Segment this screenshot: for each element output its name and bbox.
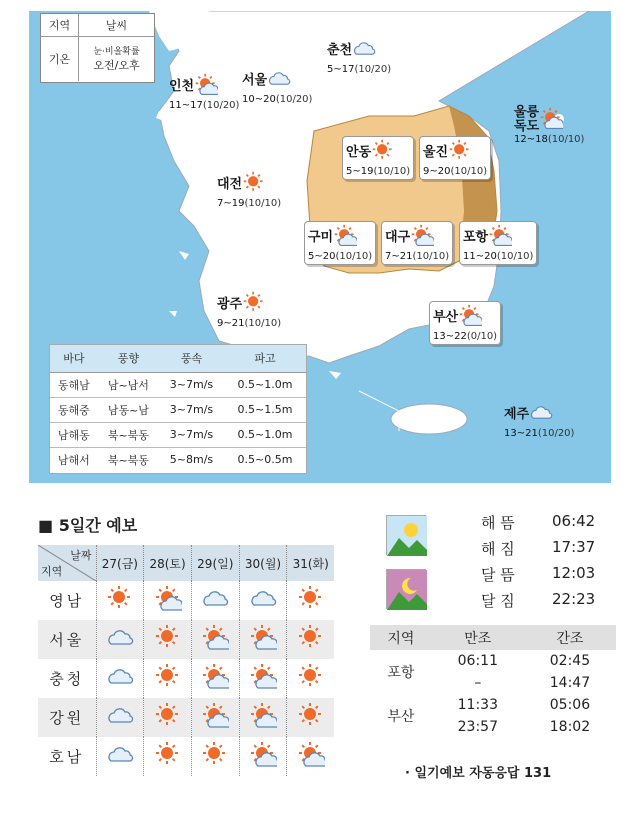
legend-am-pm: 오전/오후 [93, 59, 140, 72]
city-rain-prob: (10/20) [275, 94, 313, 105]
sea-cell: 3~7m/s [159, 422, 224, 447]
city-temp: 9~21 [217, 318, 245, 329]
table-row [38, 737, 334, 776]
sun-icon [144, 737, 192, 776]
city-name: 서울 [242, 72, 268, 88]
partly-cloudy-icon [144, 581, 192, 620]
city-label [381, 221, 453, 265]
partly-cloudy-icon [333, 224, 357, 251]
tide-region: 포항 [387, 665, 415, 681]
city-temp: 11~20 [463, 251, 497, 262]
sea-header-wave: 파고 [224, 345, 306, 372]
table-row [50, 447, 306, 472]
sunrise-icon [386, 515, 426, 555]
sunrise-label: 해 뜸 [481, 514, 515, 532]
moonset-time: 22:23 [552, 590, 596, 608]
partly-cloudy-icon [287, 737, 334, 776]
forecast-day: 31(화) [287, 545, 334, 581]
city-name: 안동 [346, 144, 372, 160]
city-label [514, 106, 584, 145]
tide-high: 23:57 [457, 719, 498, 735]
cloud-icon [239, 581, 287, 620]
partly-cloudy-icon [488, 224, 512, 251]
city-rain-prob: (10/10) [244, 198, 282, 209]
sea-cell: 북~북동 [107, 453, 149, 467]
city-temp: 10~20 [242, 94, 276, 105]
sea-cell: 남해동 [50, 422, 98, 447]
forecast-day: 28(토) [144, 545, 192, 581]
tide-low: 02:45 [549, 653, 591, 669]
city-label [304, 221, 376, 265]
city-rain-prob: (10/10) [547, 134, 585, 145]
partly-cloudy-icon [239, 737, 287, 776]
tide-high: – [474, 675, 482, 691]
city-temp: 7~19 [217, 198, 245, 209]
corner-date-label: 날짜 [70, 549, 92, 562]
city-rain-prob: (0/10) [466, 331, 498, 342]
moonrise-label: 달 뜸 [481, 566, 515, 584]
city-name: 대구 [385, 229, 411, 245]
legend-region-label: 지역 [41, 14, 79, 36]
city-rain-prob: (10/10) [373, 166, 411, 177]
legend-rain-prob: 눈·비올확률 [93, 47, 140, 57]
forecast-region: 서울 [38, 620, 96, 659]
five-day-forecast-table [38, 545, 334, 776]
sea-header-wind-dir: 풍향 [98, 345, 159, 372]
city-name: 부산 [433, 309, 459, 325]
sea-cell: 3~7m/s [159, 372, 224, 397]
partly-cloudy-icon [539, 107, 563, 134]
table-row [38, 659, 334, 698]
city-rain-prob: (10/10) [450, 166, 488, 177]
city-label [169, 73, 239, 111]
sun-icon [191, 737, 239, 776]
forecast-corner [38, 545, 96, 581]
cloud-icon [529, 401, 553, 428]
city-name: 구미 [308, 229, 334, 245]
forecast-day: 30(월) [239, 545, 287, 581]
sea-cell: 0.5~1.5m [224, 397, 306, 422]
sea-cell: 0.5~1.0m [224, 372, 306, 397]
table-row [50, 372, 306, 397]
tide-low: 18:02 [549, 719, 591, 735]
partly-cloudy-icon [191, 659, 239, 698]
cloud-icon [96, 698, 144, 737]
sea-header-area: 바다 [50, 345, 98, 372]
city-rain-prob: (10/20) [537, 428, 575, 439]
sea-cell: 남해서 [57, 453, 90, 467]
cloud-icon [267, 67, 291, 94]
legend-weather-label: 날씨 [105, 18, 128, 32]
city-temp: 9~20 [423, 166, 451, 177]
city-temp: 11~17 [169, 100, 203, 111]
sun-icon [96, 581, 144, 620]
forecast-region: 호남 [38, 737, 96, 776]
city-temp: 5~20 [308, 251, 336, 262]
partly-cloudy-icon [191, 698, 239, 737]
forecast-day: 27(금) [96, 545, 144, 581]
partly-cloudy-icon [239, 620, 287, 659]
city-temp: 5~17 [327, 64, 355, 75]
city-label [419, 136, 491, 180]
auto-response-note: · 일기예보 자동응답 131 [405, 766, 552, 781]
moonset-label: 달 짐 [481, 592, 515, 610]
sun-icon [144, 620, 192, 659]
sea-cell: 0.5~0.5m [237, 453, 293, 467]
partly-cloudy-icon [239, 659, 287, 698]
map-legend [40, 13, 155, 83]
sun-icon [371, 139, 395, 166]
sea-cell: 동해남 [50, 372, 98, 397]
city-label [429, 301, 501, 345]
sea-cell: 5~8m/s [169, 453, 214, 467]
city-name: 춘천 [327, 42, 353, 58]
city-rain-prob: (10/20) [202, 100, 240, 111]
tide-high: 06:11 [457, 653, 498, 669]
partly-cloudy-icon [458, 304, 482, 331]
cloud-icon [96, 737, 144, 776]
cloud-icon [96, 620, 144, 659]
table-row [50, 397, 306, 422]
city-label [459, 221, 537, 265]
cloud-icon [352, 37, 376, 64]
forecast-title: ■ 5일간 예보 [38, 516, 138, 535]
city-label [217, 171, 281, 209]
city-rain-prob: (10/20) [354, 64, 392, 75]
corner-region-label: 지역 [41, 565, 63, 578]
sea-cell: 동해중 [50, 397, 98, 422]
city-rain-prob: (10/10) [335, 251, 373, 262]
sun-icon [287, 620, 334, 659]
city-temp: 13~21 [504, 428, 538, 439]
tide-low: 05:06 [549, 697, 591, 713]
forecast-day: 29(일) [191, 545, 239, 581]
city-name: 제주 [504, 406, 530, 422]
table-row [50, 422, 306, 447]
city-temp: 12~18 [514, 134, 548, 145]
sun-icon [287, 581, 334, 620]
sunset-label: 해 짐 [481, 540, 515, 558]
city-label [217, 291, 281, 329]
city-temp: 7~21 [385, 251, 413, 262]
sun-icon [242, 171, 266, 198]
city-name: 포항 [463, 229, 489, 245]
sea-cell: 3~7m/s [159, 397, 224, 422]
city-name: 인천 [169, 78, 195, 94]
partly-cloudy-icon [191, 620, 239, 659]
sea-cell: 남동~남 [98, 397, 159, 422]
sea-header-wind-speed: 풍속 [159, 345, 224, 372]
sun-icon [448, 139, 472, 166]
tide-table [370, 625, 616, 738]
city-name: 광주 [217, 296, 243, 312]
sea-forecast-table [49, 344, 307, 474]
cloud-icon [191, 581, 239, 620]
city-label [504, 401, 574, 439]
sun-icon [242, 291, 266, 318]
table-row [38, 581, 334, 620]
tide-header-region: 지역 [370, 625, 432, 650]
table-row [38, 698, 334, 737]
sea-cell: 0.5~1.0m [224, 422, 306, 447]
tide-high: 11:33 [457, 697, 498, 713]
moonrise-time: 12:03 [552, 564, 596, 582]
partly-cloudy-icon [239, 698, 287, 737]
table-row [38, 620, 334, 659]
partly-cloudy-icon [410, 224, 434, 251]
city-name: 울릉 독도 [514, 105, 540, 134]
sunrise-time: 06:42 [552, 512, 596, 530]
moon-icon [386, 569, 426, 609]
table-row [370, 694, 616, 716]
tide-low: 14:47 [549, 675, 591, 691]
sea-cell: 북~북동 [98, 422, 159, 447]
city-label [242, 67, 312, 105]
forecast-region: 영남 [38, 581, 96, 620]
legend-temp-label: 기온 [41, 37, 79, 81]
city-name: 대전 [217, 176, 243, 192]
sea-cell: 남~남서 [98, 372, 159, 397]
forecast-region: 강원 [38, 698, 96, 737]
forecast-region: 충청 [38, 659, 96, 698]
city-rain-prob: (10/10) [244, 318, 282, 329]
tide-header-high: 만조 [432, 625, 524, 650]
city-rain-prob: (10/10) [412, 251, 450, 262]
city-label [342, 136, 414, 180]
weather-map [29, 11, 611, 483]
sun-icon [287, 698, 334, 737]
city-temp: 13~22 [433, 331, 467, 342]
sun-icon [287, 659, 334, 698]
table-row [370, 650, 616, 672]
partly-cloudy-icon [194, 73, 218, 100]
city-temp: 5~19 [346, 166, 374, 177]
city-name: 울진 [423, 144, 449, 160]
city-label [327, 37, 391, 75]
tide-region: 부산 [387, 709, 415, 725]
sunset-time: 17:37 [552, 538, 596, 556]
sun-icon [144, 698, 192, 737]
tide-header-low: 간조 [524, 625, 616, 650]
sun-icon [144, 659, 192, 698]
city-rain-prob: (10/10) [496, 251, 534, 262]
cloud-icon [96, 659, 144, 698]
